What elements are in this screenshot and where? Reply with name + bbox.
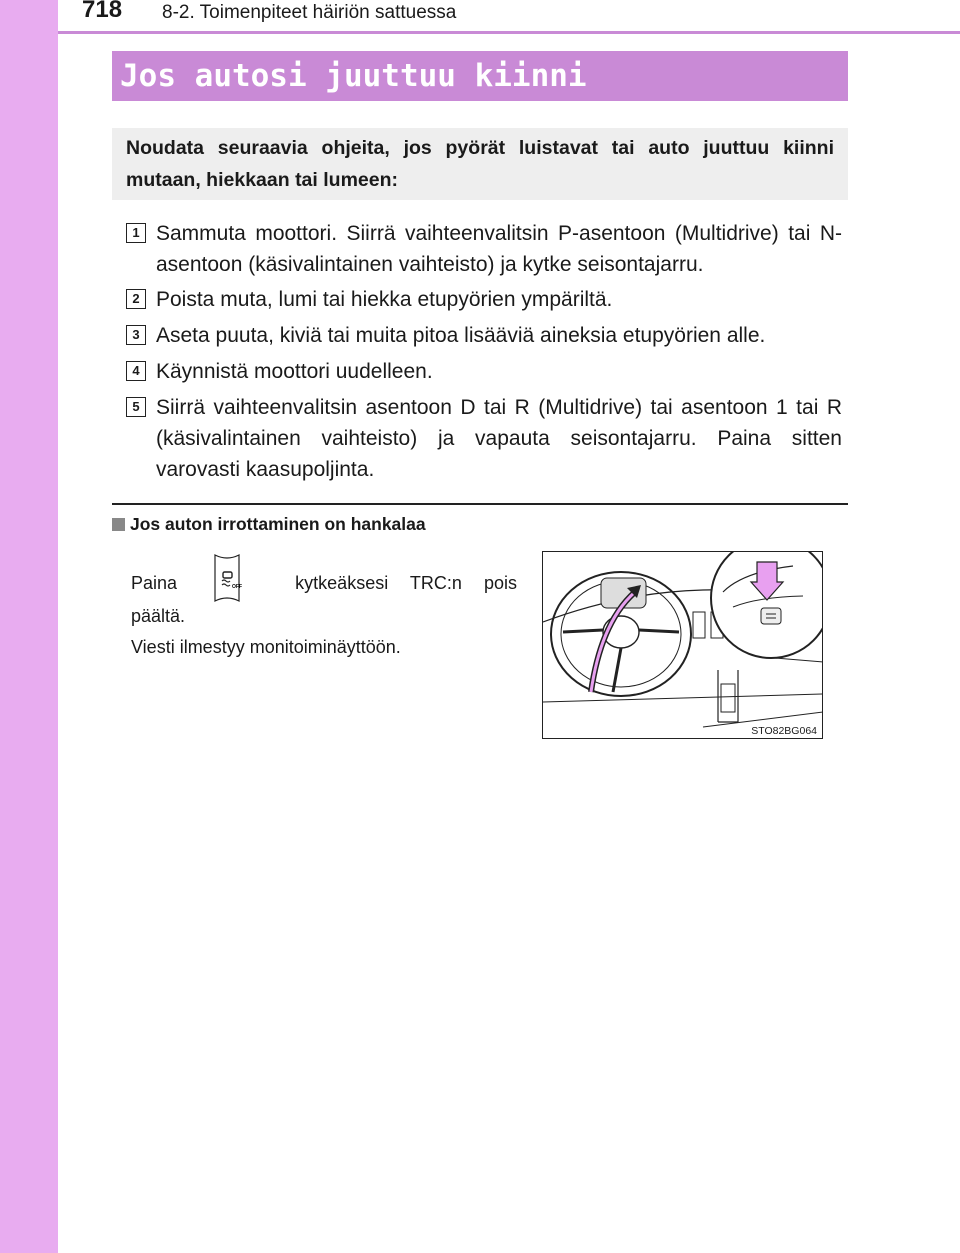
subsection-heading-text: Jos auton irrottaminen on hankalaa [130,514,426,534]
instruction-note: Viesti ilmestyy monitoiminäyttöön. [131,637,401,657]
step-text: Siirrä vaihteenvalitsin asentoon D tai R (Multidrive) tai asentoon 1 tai R (käsivalintainen vaihteisto) ja vapauta seisontajarru. Paina sitten varovasti kaasupoljinta. [156,396,842,481]
step-number: 2 [126,289,146,309]
step-item [126,392,842,485]
step-number: 5 [126,397,146,417]
step-item [126,284,842,315]
page-number: 718 [82,0,123,23]
step-text: Sammuta moottori. Siirrä vaihteenvalitsin P-asentoon (Multidrive) tai N-asentoon (käsivalintainen vaihteisto) ja kytke seisontajarru. [156,222,842,276]
step-number: 1 [126,223,146,243]
step-text: Aseta puuta, kiviä tai muita pitoa lisääviä aineksia etupyörien alle. [156,324,766,347]
step-item [126,320,842,351]
trc-off-button-icon [211,553,243,603]
intro-box [112,128,848,200]
section-title: Jos autosi juuttuu kiinni [112,51,848,101]
dashboard-illustration [542,551,823,739]
instruction-text-after: kytkeäksesi TRC:n pois [295,573,517,593]
subsection-heading [112,514,426,535]
step-item [126,356,842,387]
step-number: 3 [126,325,146,345]
step-item [126,218,842,280]
chapter-title: 8-2. Toimenpiteet häiriön sattuessa [162,2,457,23]
intro-text: Noudata seuraavia ohjeita, jos pyörät luistavat tai auto juuttuu kiinni mutaan, hiekkaan tai lumeen: [126,137,834,191]
section-divider [112,503,848,505]
step-text: Poista muta, lumi tai hiekka etupyörien ympäriltä. [156,288,613,311]
instruction-text-before: Paina [131,573,178,593]
header-rule [58,31,960,34]
square-bullet-icon [112,518,125,531]
instruction-line-2: päältä. [131,606,186,626]
instruction-line [131,569,517,596]
svg-text:OFF: OFF [232,584,242,590]
left-margin-band [0,0,58,1253]
figure-code: STO82BG064 [751,725,817,737]
step-text: Käynnistä moottori uudelleen. [156,360,433,383]
step-number: 4 [126,361,146,381]
